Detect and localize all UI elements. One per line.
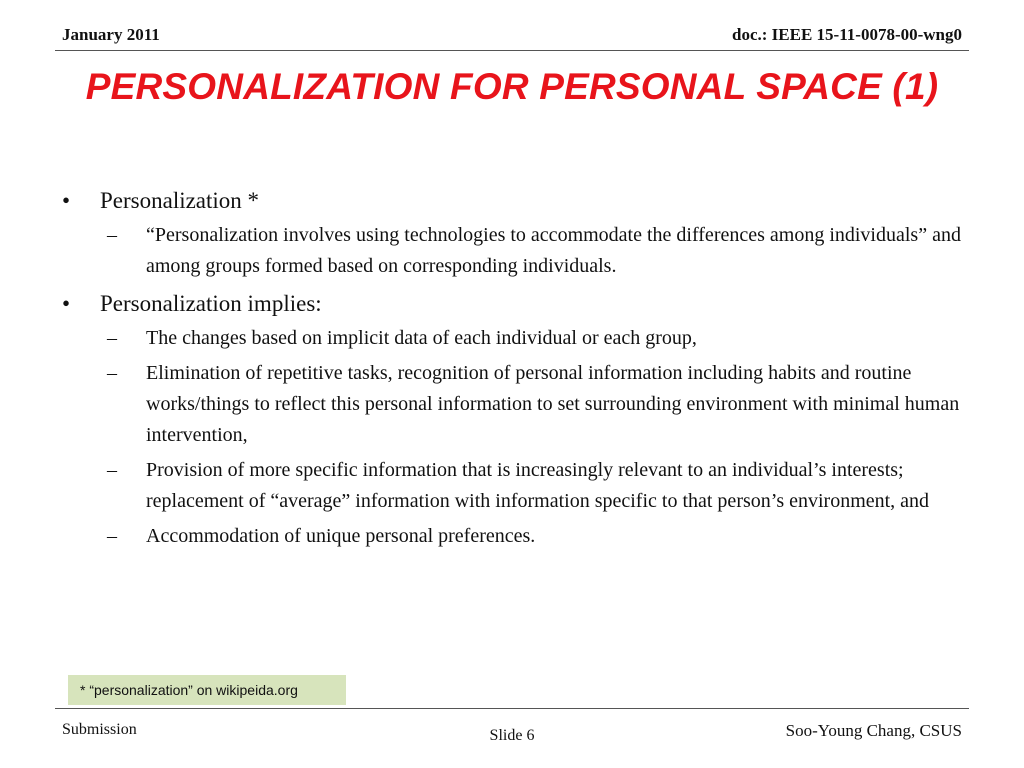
sub-bullet-text: “Personalization involves using technologies to accommodate the differences among individuals” and among groups formed based on corresponding individuals. [146, 224, 961, 277]
sub-bullet-text: The changes based on implicit data of each individual or each group, [146, 327, 697, 349]
footer-submission: Submission [62, 721, 137, 738]
dash-marker: – [107, 362, 117, 384]
dash-marker: – [107, 327, 117, 349]
sub-bullet-definition [62, 220, 962, 282]
header-divider [55, 50, 969, 51]
slide-title: PERSONALIZATION FOR PERSONAL SPACE (1) [85, 66, 939, 107]
bullet-text: Personalization * [100, 188, 260, 213]
sub-bullet-text: Provision of more specific information that is increasingly relevant to an individual’s interests; replacement of “average” information with information specific to that person’s environment, and [146, 459, 930, 512]
bullet-personalization-implies [62, 289, 962, 319]
dash-marker: – [107, 224, 117, 246]
bullet-marker: • [62, 291, 71, 316]
sub-bullet-text: Accommodation of unique personal preferences. [146, 525, 536, 547]
dash-marker: – [107, 525, 117, 547]
slide-body [62, 186, 962, 552]
sub-bullet-elimination [62, 358, 962, 451]
sub-bullet-changes [62, 323, 962, 354]
footer-divider [55, 708, 969, 709]
sub-bullet-provision [62, 455, 962, 517]
footnote-box: * “personalization” on wikipeida.org [68, 675, 346, 705]
footer-author: Soo-Young Chang, CSUS [785, 721, 962, 740]
bullet-text: Personalization implies: [100, 291, 322, 316]
bullet-personalization [62, 186, 962, 216]
header-doc-id: doc.: IEEE 15-11-0078-00-wng0 [732, 25, 962, 44]
sub-bullet-accommodation [62, 521, 962, 552]
footer-slide-number: Slide 6 [489, 727, 535, 744]
dash-marker: – [107, 459, 117, 481]
header-date: January 2011 [62, 25, 160, 44]
bullet-marker: • [62, 188, 71, 213]
sub-bullet-text: Elimination of repetitive tasks, recognition of personal information including habits and routine works/things to reflect this personal information to set surrounding environment with minimal human intervention, [146, 362, 960, 446]
